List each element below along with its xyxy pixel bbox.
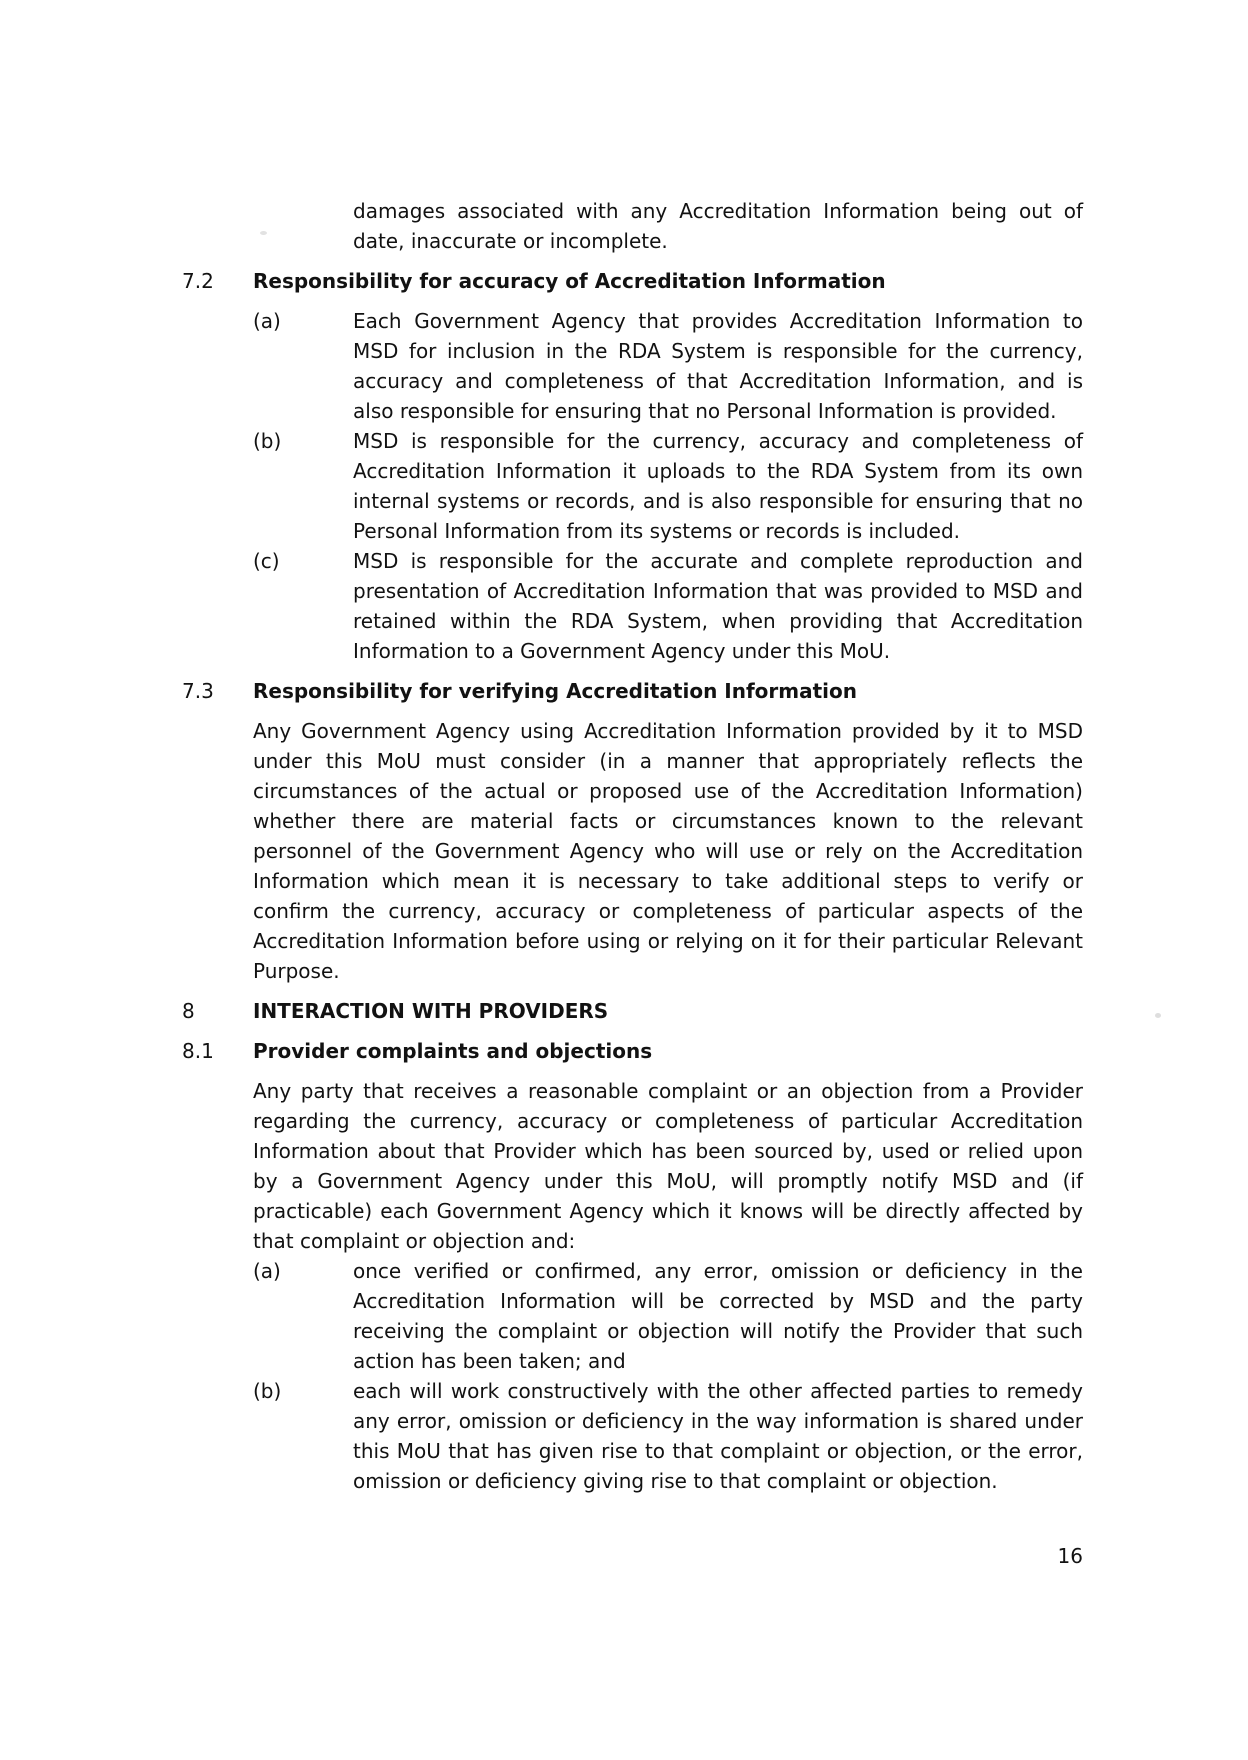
section-7-2-heading-row (182, 266, 1083, 296)
list-item (253, 1376, 1083, 1496)
section-number: 7.3 (182, 679, 214, 703)
list-marker: (b) (253, 429, 282, 453)
list-marker: (a) (253, 309, 281, 333)
list-item-text: MSD is responsible for the currency, accuracy and completeness of Accreditation Information it uploads to the RDA System from its own internal systems or records, and is also responsible for ensuring that no Personal Information from its systems or records is included. (353, 429, 1083, 543)
scan-artifact (1155, 1013, 1161, 1018)
list-item (253, 1256, 1083, 1376)
list-marker: (c) (253, 549, 280, 573)
section-8-heading-row (182, 996, 1083, 1026)
scan-artifact (260, 231, 267, 235)
section-8-1-paragraph: Any party that receives a reasonable complaint or an objection from a Provider regarding the currency, accuracy or completeness of particular Accreditation Information about that Provider which has been sourced by, used or relied upon by a Government Agency under this MoU, will promptly notify MSD and (if practicable) each Government Agency which it knows will be directly affected by that complaint or objection and: (253, 1079, 1083, 1253)
section-heading: INTERACTION WITH PROVIDERS (253, 999, 609, 1023)
continuation-paragraph: damages associated with any Accreditation Information being out of date, inaccurate or incomplete. (353, 199, 1083, 253)
list-item-text: once verified or confirmed, any error, omission or deficiency in the Accreditation Information will be corrected by MSD and the party receiving the complaint or objection will notify the Provider that such action has been taken; and (353, 1259, 1083, 1373)
list-item-text: Each Government Agency that provides Accreditation Information to MSD for inclusion in the RDA System is responsible for the currency, accuracy and completeness of that Accreditation Information, and is also responsible for ensuring that no Personal Information is provided. (353, 309, 1083, 423)
section-number: 7.2 (182, 269, 214, 293)
section-7-3-heading-row (182, 676, 1083, 706)
section-heading: Responsibility for accuracy of Accreditation Information (253, 269, 886, 293)
section-number: 8.1 (182, 1039, 214, 1063)
list-item-text: each will work constructively with the other affected parties to remedy any error, omission or deficiency in the way information is shared under this MoU that has given rise to that complaint or objection, or the error, omission or deficiency giving rise to that complaint or objection. (353, 1379, 1083, 1493)
list-item (253, 546, 1083, 666)
list-item (253, 306, 1083, 426)
section-8-1-heading-row (182, 1036, 1083, 1066)
section-heading: Provider complaints and objections (253, 1039, 653, 1063)
list-item-text: MSD is responsible for the accurate and complete reproduction and presentation of Accreditation Information that was provided to MSD and retained within the RDA System, when providing that Accreditation Information to a Government Agency under this MoU. (353, 549, 1083, 663)
list-marker: (a) (253, 1259, 281, 1283)
section-7-3-paragraph: Any Government Agency using Accreditation Information provided by it to MSD under this MoU must consider (in a manner that appropriately reflects the circumstances of the actual or proposed use of the Accreditation Information) whether there are material facts or circumstances known to the relevant personnel of the Government Agency who will use or rely on the Accreditation Information which mean it is necessary to take additional steps to verify or confirm the currency, accuracy or completeness of particular aspects of the Accreditation Information before using or relying on it for their particular Relevant Purpose. (253, 719, 1083, 983)
list-item (253, 426, 1083, 546)
section-heading: Responsibility for verifying Accreditation Information (253, 679, 857, 703)
list-marker: (b) (253, 1379, 282, 1403)
section-number: 8 (182, 999, 195, 1023)
document-content (182, 196, 1083, 1496)
page-number: 16 (1057, 1544, 1083, 1568)
